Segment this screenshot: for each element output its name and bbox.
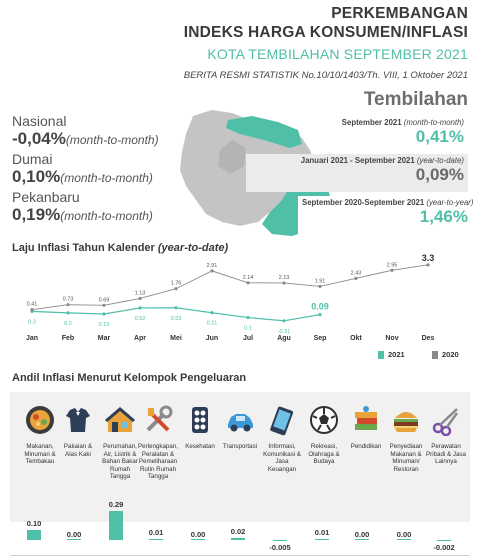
- bar-label: 0.02: [230, 527, 246, 536]
- series-point-2020: [138, 297, 141, 300]
- bar: [315, 539, 329, 540]
- car-icon: [224, 404, 256, 436]
- bar: [191, 539, 205, 540]
- box-year-to-year: [298, 196, 474, 234]
- bar-label: 0.01: [314, 528, 330, 537]
- group-health: [180, 404, 220, 451]
- x-tick-label: Mei: [170, 335, 182, 342]
- city-value: 0,19%(month-to-month): [12, 205, 153, 224]
- group-label: Rekreasi, Olahraga & Budaya: [308, 443, 340, 465]
- data-label-2020: 2.13: [278, 274, 290, 281]
- legend-2021: 2021: [378, 350, 405, 359]
- tools-icon: [142, 404, 174, 436]
- bar-label: 0.00: [354, 530, 370, 539]
- series-point-2021: [318, 313, 321, 316]
- x-tick-label: Apr: [133, 335, 147, 342]
- box-value: 1,46%: [419, 207, 468, 226]
- data-label-2020: 0.73: [62, 296, 74, 303]
- series-point-2021: [210, 311, 213, 314]
- data-label-2020: 1.13: [134, 290, 146, 297]
- group-label: Transportasi: [222, 443, 258, 450]
- data-label-2020: 1.76: [170, 280, 182, 287]
- group-label: Perawatan Pribadi & Jasa Lainnya: [426, 443, 466, 465]
- series-point-2020: [246, 281, 249, 284]
- region-title: Tembilahan: [363, 89, 468, 110]
- data-label-2021: -0.31: [277, 328, 291, 335]
- group-food: [20, 404, 60, 466]
- bar-label: 0.10: [26, 519, 42, 528]
- group-label: Perumahan, Air, Listrik & Bahan Bakar Rumah Tangga: [102, 443, 138, 480]
- data-label-2021: 0.2: [64, 320, 72, 327]
- group-label: Penyediaan Makanan & Minuman/ Restoran: [389, 443, 423, 473]
- series-point-2021: [138, 306, 141, 309]
- data-label-2020: 3.3: [421, 252, 435, 263]
- series-point-2020: [66, 303, 69, 306]
- city-name: Nasional: [12, 113, 67, 129]
- series-point-2020: [174, 287, 177, 290]
- group-education: [346, 404, 386, 451]
- bar: [437, 540, 451, 541]
- box-month-to-month: [312, 116, 468, 154]
- group-personal-care: [426, 404, 466, 466]
- data-label-2020: 2.43: [350, 270, 362, 277]
- city-pekanbaru: [12, 189, 153, 225]
- series-point-2020: [354, 277, 357, 280]
- bar: [149, 539, 163, 540]
- bar-chart: [0, 490, 480, 556]
- city-nasional: [12, 113, 159, 149]
- series-point-2021: [66, 311, 69, 314]
- line-chart-title: Laju Inflasi Tahun Kalender (year-to-date): [12, 242, 229, 254]
- legend-2020: 2020: [432, 350, 459, 359]
- data-label-2021: 0.53: [170, 315, 182, 322]
- food-bowl-icon: [24, 404, 56, 436]
- line-chart: [0, 250, 480, 350]
- box-value: 0,09%: [415, 165, 464, 184]
- data-label-2021: 0.21: [206, 320, 218, 327]
- bar: [231, 538, 245, 540]
- series-point-2021: [282, 319, 285, 322]
- series-line-2020: [32, 262, 428, 310]
- bar-label: 0.00: [66, 530, 82, 539]
- data-label-2021: 0.09: [311, 301, 329, 312]
- legend-swatch: [432, 351, 438, 359]
- data-label-2021: 0.1: [244, 325, 252, 332]
- series-point-2021: [174, 306, 177, 309]
- bar: [67, 539, 81, 540]
- series-point-2021: [246, 316, 249, 319]
- bar: [273, 540, 287, 541]
- bar: [27, 530, 41, 540]
- header-publication-ref: BERITA RESMI STATISTIK No.10/10/1403/Th. VIII, 1 Oktober 2021: [183, 70, 468, 81]
- group-label: Informasi, Komunikasi & Jasa Keuangan: [263, 443, 301, 473]
- group-household: [138, 404, 178, 481]
- x-tick-label: Feb: [61, 335, 75, 342]
- bar-label: 0.00: [396, 530, 412, 539]
- group-recreation: [304, 404, 344, 466]
- legend-swatch: [378, 351, 384, 359]
- bar-label: 0.29: [108, 500, 124, 509]
- series-point-2020: [282, 281, 285, 284]
- group-label: Kesehatan: [185, 443, 215, 450]
- phone-icon: [266, 404, 298, 436]
- group-housing: [100, 404, 140, 481]
- group-restaurant: [386, 404, 426, 473]
- group-label: Makanan, Minuman & Tembakau: [24, 443, 56, 465]
- data-label-2020: 0.69: [98, 297, 110, 304]
- house-icon: [104, 404, 136, 436]
- box-year-to-date: [246, 154, 468, 192]
- scissors-icon: [430, 404, 462, 436]
- data-label-2021: 0.13: [98, 321, 110, 328]
- x-tick-label: Des: [421, 335, 435, 342]
- group-communication: [262, 404, 302, 473]
- x-tick-label: Mar: [97, 335, 111, 342]
- box-value: 0,41%: [415, 127, 464, 146]
- header-title-line1: PERKEMBANGAN: [331, 5, 468, 22]
- group-transport: [220, 404, 260, 451]
- series-point-2020: [426, 263, 429, 266]
- x-tick-label: Jun: [205, 335, 219, 342]
- bar-label: 0.00: [190, 530, 206, 539]
- bar-label: -0.005: [269, 543, 291, 552]
- box-label: September 2020-September 2021 (year-to-year): [302, 198, 474, 207]
- city-value: 0,10%(month-to-month): [12, 167, 153, 186]
- series-point-2021: [102, 312, 105, 315]
- header-subtitle: KOTA TEMBILAHAN SEPTEMBER 2021: [207, 46, 468, 62]
- city-name: Dumai: [12, 151, 53, 167]
- shirt-icon: [62, 404, 94, 436]
- data-label-2021: 0.52: [134, 315, 146, 322]
- data-label-2020: 2.91: [206, 262, 218, 269]
- series-point-2020: [102, 304, 105, 307]
- data-label-2021: 0.3: [28, 319, 36, 326]
- city-dumai: [12, 151, 153, 187]
- bar: [109, 511, 123, 540]
- group-label: Pakaian & Alas Kaki: [63, 443, 93, 458]
- x-tick-label: Agu: [277, 335, 291, 342]
- bar-chart-title: Andil Inflasi Menurut Kelompok Pengeluaran: [12, 372, 247, 384]
- bar-label: -0.002: [433, 543, 455, 552]
- data-label-2020: 1.91: [314, 278, 326, 285]
- group-label: Pendidikan: [350, 443, 382, 450]
- header-title-line2: INDEKS HARGA KONSUMEN/INFLASI: [183, 24, 468, 41]
- bar-label: 0.01: [148, 528, 164, 537]
- series-point-2020: [390, 269, 393, 272]
- x-tick-label: Okt: [350, 335, 362, 342]
- group-label: Perlengkapan, Peralatan & Pemeliharaan Rutin Rumah Tangga: [138, 443, 178, 480]
- box-label: September 2021 (month-to-month): [341, 118, 464, 127]
- data-label-2020: 2.14: [242, 274, 254, 281]
- series-point-2020: [318, 285, 321, 288]
- bar: [355, 539, 369, 540]
- soccer-ball-icon: [308, 404, 340, 436]
- x-tick-label: Nov: [385, 335, 399, 342]
- books-icon: [350, 404, 382, 436]
- group-clothing: [58, 404, 98, 458]
- x-tick-label: Jan: [25, 335, 39, 342]
- series-point-2020: [30, 308, 33, 311]
- data-label-2020: 0.41: [26, 301, 38, 308]
- medicine-icon: [184, 404, 216, 436]
- x-tick-label: Jul: [242, 335, 254, 342]
- series-point-2020: [210, 269, 213, 272]
- data-label-2020: 2.95: [386, 262, 398, 269]
- x-tick-label: Sep: [313, 335, 327, 342]
- bar: [397, 539, 411, 540]
- city-value: -0,04%(month-to-month): [12, 129, 159, 148]
- burger-icon: [390, 404, 422, 436]
- box-label: Januari 2021 - September 2021 (year-to-date): [300, 156, 464, 165]
- city-name: Pekanbaru: [12, 189, 80, 205]
